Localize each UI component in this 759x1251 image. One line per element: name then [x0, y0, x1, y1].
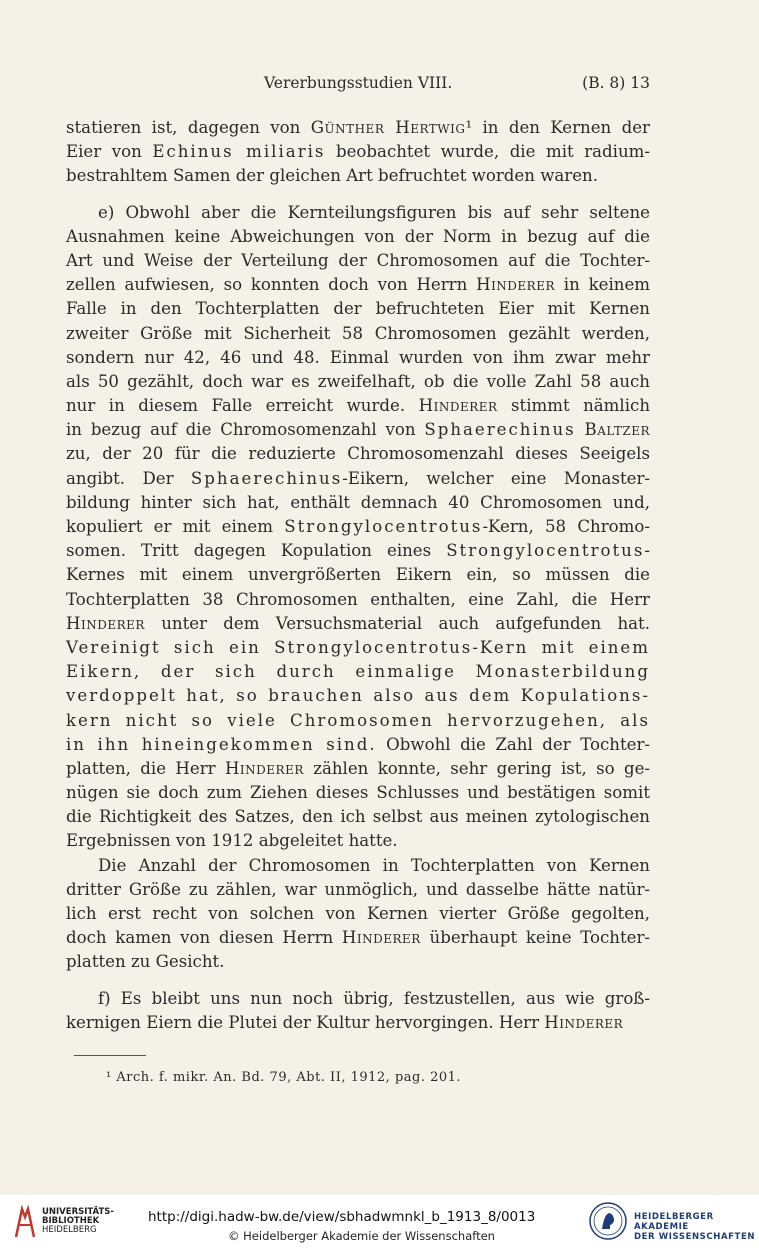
academy-seal-icon	[588, 1201, 628, 1241]
text-line	[66, 684, 650, 708]
text-line: zellen aufwiesen, so konnten doch von Herrn Hinderer in keinem	[66, 275, 651, 295]
text-line: Falle in den Tochterplatten der befruchteten Eier mit Kernen	[66, 299, 650, 319]
text-line	[66, 709, 650, 733]
permalink-url[interactable]: http://digi.hadw-bw.de/view/sbhadwmnkl_b_1913_8/0013	[148, 1209, 536, 1225]
text-line: in bezug auf die Chromosomenzahl von Sphaerechinus Baltzer	[66, 420, 650, 440]
person-name: Hinderer	[544, 1012, 624, 1032]
footnote-rule	[74, 1055, 146, 1056]
person-name: Hinderer	[418, 396, 498, 416]
text-line: kernigen Eiern die Plutei der Kultur hervorgingen. Herr Hinderer	[66, 1012, 624, 1032]
text-line: als 50 gezählt, doch war es zweifelhaft, ob die volle Zahl 58 auch	[66, 371, 650, 391]
paragraph-4	[66, 987, 650, 1035]
text-line: Hinderer unter dem Versuchsmaterial auch aufgefunden hat.	[66, 613, 650, 633]
text-line: doch kamen von diesen Herrn Hinderer überhaupt keine Tochter-	[66, 928, 650, 948]
text-line: platten zu Gesicht.	[66, 952, 225, 972]
spaced-emphasis: verdoppelt hat, so brauchen also aus dem Kopulations-	[66, 686, 650, 706]
spaced-emphasis: in ihn hineingekommen sind.	[66, 734, 377, 754]
spaced-emphasis: Vereinigt sich ein Strongylocentrotus-Kern mit einem	[66, 637, 650, 657]
text-line: die Richtigkeit des Satzes, den ich selbst aus meinen zytologischen	[66, 807, 650, 827]
body-text	[66, 116, 650, 1035]
text-line: Art und Weise der Verteilung der Chromosomen auf die Tochter-	[66, 250, 650, 270]
spaced-emphasis: Echinus miliaris	[152, 142, 326, 162]
text-line: in ihn hineingekommen sind. Obwohl die Zahl der Tochter-	[66, 734, 650, 754]
text-line: platten, die Herr Hinderer zählen konnte, sehr gering ist, so ge-	[66, 758, 650, 778]
text-line: lich erst recht von solchen von Kernen vierter Größe gegolten,	[66, 904, 650, 923]
text-line: Ergebnissen von 1912 abgeleitet hatte.	[66, 831, 398, 851]
text-line: bestrahltem Samen der gleichen Art befruchtet worden waren.	[66, 166, 599, 186]
running-header	[66, 74, 650, 98]
running-title: Vererbungsstudien VIII.	[264, 74, 453, 92]
person-name: Hinderer	[476, 275, 556, 295]
paragraph-2	[66, 201, 650, 854]
page-number: (B. 8) 13	[582, 74, 650, 92]
university-library-name: UNIVERSITÄTS- BIBLIOTHEK HEIDELBERG	[42, 1207, 114, 1235]
academy-name: HEIDELBERGER AKADEMIE DER WISSENSCHAFTEN	[634, 1212, 756, 1242]
paragraph-3	[66, 854, 650, 975]
text-line: zu, der 20 für die reduzierte Chromosomenzahl dieses Seeigels	[66, 444, 650, 464]
spaced-emphasis: Sphaerechinus	[190, 468, 343, 488]
text-line: dritter Größe zu zählen, war unmöglich, und dasselbe hätte natür-	[66, 879, 650, 899]
text-line: angibt. Der Sphaerechinus-Eikern, welcher eine Monaster-	[66, 468, 650, 488]
text-line: Tochterplatten 38 Chromosomen enthalten, eine Zahl, die Herr	[66, 589, 650, 609]
text-line: somen. Tritt dagegen Kopulation eines Strongylocentrotus-	[66, 541, 650, 561]
spaced-emphasis: Strongylocentrotus	[446, 541, 645, 561]
text-line: nur in diesem Falle erreicht wurde. Hinderer stimmt nämlich	[66, 396, 651, 416]
spaced-emphasis: Sphaerechinus	[424, 420, 576, 440]
person-name: Hinderer	[224, 758, 304, 778]
spaced-emphasis: kern nicht so viele Chromosomen hervorzugehen, als	[66, 710, 650, 730]
text-line: Ausnahmen keine Abweichungen von der Norm in bezug auf die	[66, 226, 650, 246]
spaced-emphasis: Strongylocentrotus	[284, 517, 483, 536]
text-line: zweiter Größe mit Sicherheit 58 Chromosomen gezählt werden,	[66, 323, 650, 343]
text-line: Kernes mit einem unvergrößerten Eikern ein, so müssen die	[66, 565, 650, 585]
viewer-footer	[0, 1195, 759, 1251]
text-line: e) Obwohl aber die Kernteilungsfiguren bis auf sehr seltene	[98, 202, 650, 222]
person-name: Hinderer	[66, 613, 145, 633]
text-line: Eier von Echinus miliaris beobachtet wurde, die mit radium-	[66, 142, 651, 162]
person-name: Hinderer	[341, 928, 421, 948]
text-line: bildung hinter sich hat, enthält demnach 40 Chromosomen und,	[66, 492, 650, 512]
text-line: f) Es bleibt uns nun noch übrig, festzustellen, aus wie groß-	[98, 988, 650, 1008]
university-library-logo-icon	[10, 1203, 40, 1243]
person-name: Baltzer	[584, 420, 650, 440]
text-line: statieren ist, dagegen von Günther Hertwig¹ in den Kernen der	[66, 118, 650, 137]
spaced-emphasis: Eikern, der sich durch einmalige Monasterbildung	[66, 662, 650, 682]
text-line: nügen sie doch zum Ziehen dieses Schlusses und bestätigen somit	[66, 783, 650, 803]
text-line: Die Anzahl der Chromosomen in Tochterplatten von Kernen	[98, 855, 650, 875]
text-line	[66, 660, 650, 684]
copyright-notice: © Heidelberger Akademie der Wissenschaften	[228, 1229, 495, 1243]
person-name: Günther Hertwig	[310, 118, 466, 137]
paragraph-1	[66, 116, 650, 189]
footnote: ¹ Arch. f. mikr. An. Bd. 79, Abt. II, 1912, pag. 201.	[106, 1070, 462, 1085]
text-line	[66, 636, 650, 660]
text-line: kopuliert er mit einem Strongylocentrotus-Kern, 58 Chromo-	[66, 517, 650, 536]
text-line: sondern nur 42, 46 und 48. Einmal wurden von ihm zwar mehr	[66, 347, 650, 367]
